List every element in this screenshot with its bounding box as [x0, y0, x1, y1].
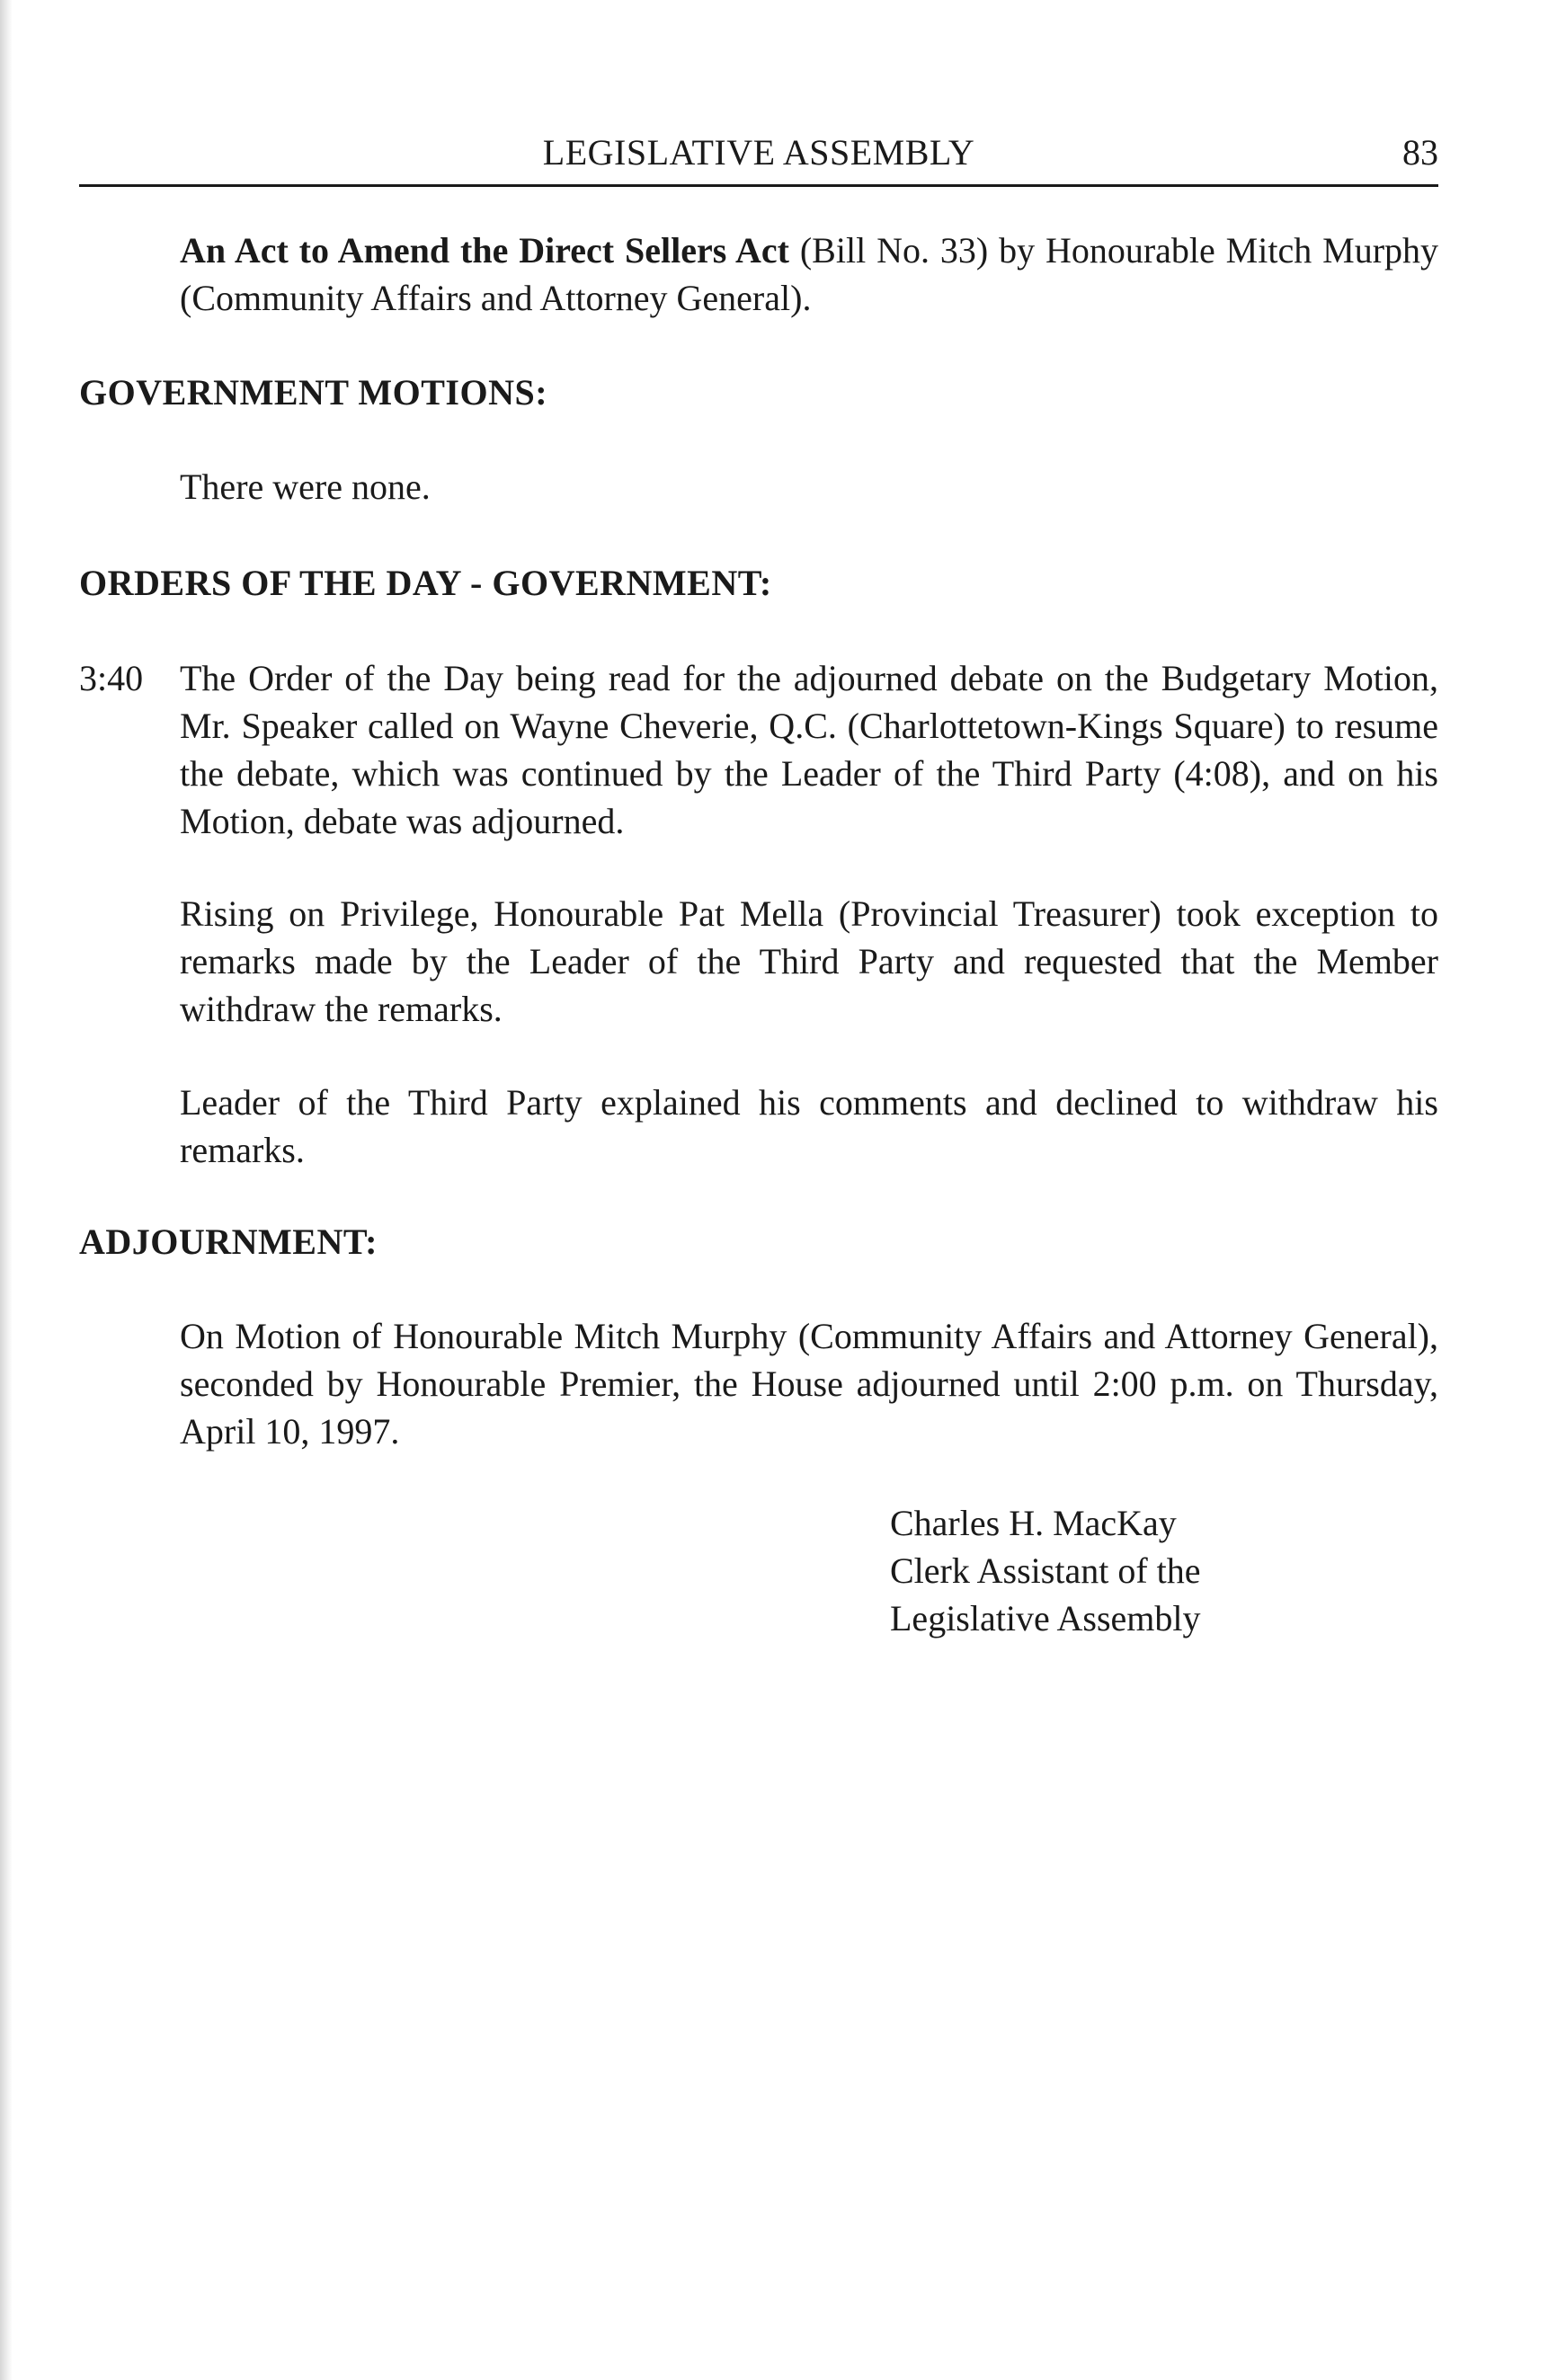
scan-edge-shadow: [0, 0, 13, 2380]
bill-entry: [180, 226, 1438, 322]
adjournment-text: On Motion of Honourable Mitch Murphy (Community Affairs and Attorney General), seconded by Honourable Premier, the House adjourned until 2:00 p.m. on Thursday, April 10, 1997.: [180, 1316, 1438, 1452]
government-motions-text: There were none.: [180, 466, 431, 507]
running-header-title: LEGISLATIVE ASSEMBLY: [542, 132, 975, 173]
bill-details: (Bill No. 33) by Honourable Mitch Murphy (Community Affairs and Attorney General).: [180, 230, 1439, 318]
adjournment-heading: ADJOURNMENT:: [79, 1221, 378, 1262]
bill-title: An Act to Amend the Direct Sellers Act: [180, 230, 789, 271]
orders-paragraph-leader-reply: Leader of the Third Party explained his comments and declined to withdraw his remarks.: [180, 1082, 1438, 1170]
signatory-name: Charles H. MacKay: [890, 1503, 1177, 1543]
signatory-title-line-1: Clerk Assistant of the: [890, 1550, 1201, 1591]
orders-paragraph-budgetary-debate: The Order of the Day being read for the adjourned debate on the Budgetary Motion, Mr. Speaker called on Wayne Cheverie, Q.C. (Charlottetown-Kings Square) to resume the debate, which was continued by the Leader of the Third Party (4:08), and on his Motion, debate was adjourned.: [180, 658, 1438, 841]
running-header: [79, 124, 1438, 182]
signature-block: [890, 1499, 1201, 1642]
government-motions-heading: GOVERNMENT MOTIONS:: [79, 372, 548, 413]
orders-of-the-day-heading: ORDERS OF THE DAY - GOVERNMENT:: [79, 563, 772, 603]
entry-time: 3:40: [79, 658, 144, 698]
header-rule: [79, 184, 1438, 187]
orders-paragraph-privilege: Rising on Privilege, Honourable Pat Mella (Provincial Treasurer) took exception to remarks made by the Leader of the Third Party and requested that the Member withdraw the remarks.: [180, 893, 1438, 1029]
page-number: 83: [1402, 132, 1438, 173]
signatory-title-line-2: Legislative Assembly: [890, 1598, 1201, 1638]
